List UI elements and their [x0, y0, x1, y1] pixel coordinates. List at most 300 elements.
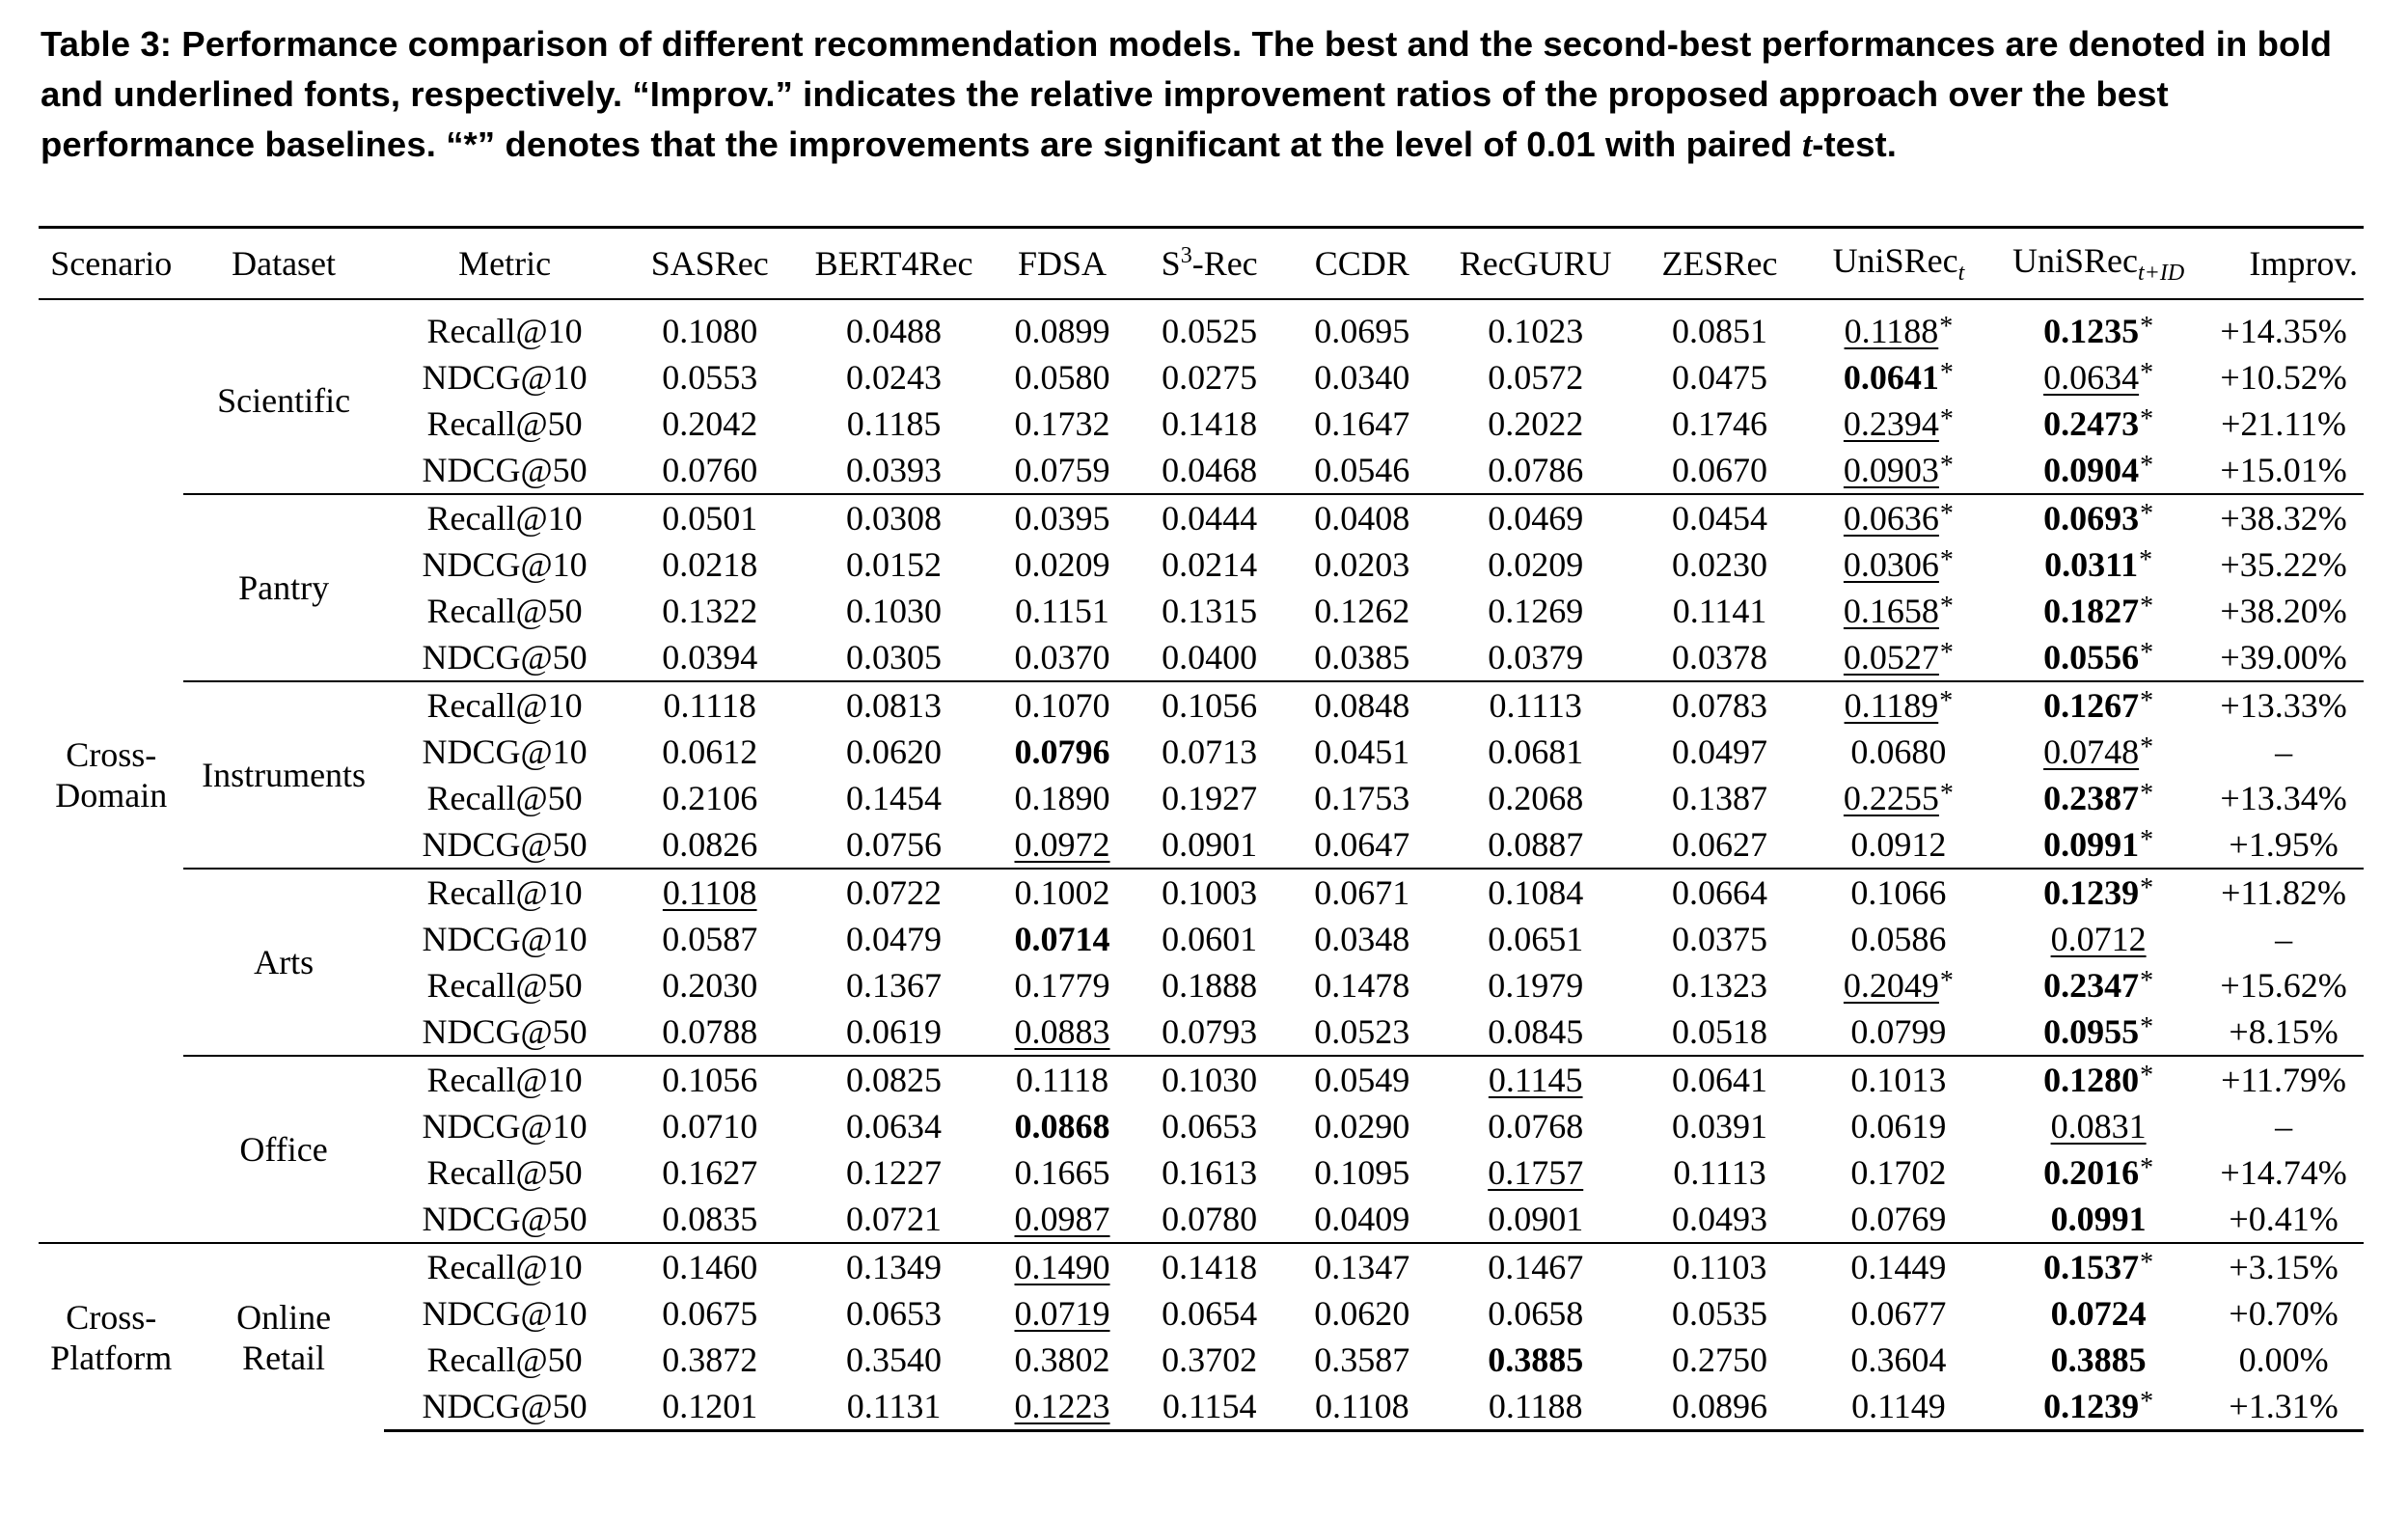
- metric-value: 0.0620: [846, 732, 943, 771]
- metric-value: 0.0488: [846, 312, 943, 350]
- value-cell: [994, 869, 1131, 916]
- value-cell: [1804, 1383, 1993, 1431]
- value-cell: [1131, 494, 1289, 541]
- value-cell: [1635, 1290, 1803, 1337]
- improv-value: +38.20%: [2220, 592, 2347, 630]
- value-cell: [994, 1337, 1131, 1383]
- metric-value: 0.0748: [2043, 732, 2140, 771]
- value-cell: [994, 1103, 1131, 1149]
- metric-value: 0.1827: [2043, 592, 2140, 630]
- value-cell: [1131, 447, 1289, 494]
- scenario-cell: [39, 1243, 183, 1431]
- metric-value: 0.2750: [1672, 1340, 1768, 1379]
- metric-value: 0.0523: [1314, 1012, 1410, 1051]
- metric-value: 0.0385: [1314, 638, 1410, 677]
- metric-value: 0.0451: [1314, 732, 1410, 771]
- metric-value: 0.0393: [846, 451, 943, 489]
- value-cell: [994, 775, 1131, 821]
- metric-value: 0.1757: [1488, 1153, 1584, 1192]
- dataset-label: Pantry: [238, 568, 330, 607]
- significance-star-icon: *: [2140, 638, 2154, 668]
- value-cell: [1635, 729, 1803, 775]
- metric-value: 0.0468: [1162, 451, 1258, 489]
- dataset-label: Office: [239, 1130, 328, 1169]
- value-cell: [1993, 1337, 2203, 1383]
- metric-value: 0.0454: [1672, 499, 1768, 538]
- improv-value: –: [2275, 732, 2293, 771]
- table-row: [39, 494, 2364, 541]
- improv-value: +15.01%: [2220, 451, 2347, 489]
- value-cell: [1288, 1008, 1436, 1056]
- value-cell: [625, 1383, 793, 1431]
- metric-value: 0.0677: [1850, 1294, 1947, 1333]
- table-row: [39, 588, 2364, 634]
- metric-value: 0.1151: [1015, 592, 1109, 630]
- metric-value: 0.1702: [1850, 1153, 1947, 1192]
- significance-star-icon: *: [2140, 404, 2154, 434]
- value-cell: [1993, 821, 2203, 869]
- value-cell: [1436, 869, 1635, 916]
- metric-value: 0.1066: [1850, 873, 1947, 912]
- value-cell: [994, 916, 1131, 962]
- value-cell: [1436, 1196, 1635, 1243]
- value-cell: [994, 494, 1131, 541]
- table-row: [39, 354, 2364, 400]
- metric-value: 0.1387: [1672, 779, 1768, 817]
- metric-value: 0.0647: [1314, 825, 1410, 864]
- metric-value: 0.0724: [2050, 1294, 2147, 1333]
- metric-value: 0.1890: [1014, 779, 1110, 817]
- value-cell: [794, 1383, 994, 1431]
- value-cell: [994, 1290, 1131, 1337]
- value-cell: [1635, 962, 1803, 1008]
- improv-cell: [2203, 1008, 2364, 1056]
- improv-cell: [2203, 1337, 2364, 1383]
- dataset-cell: [183, 308, 383, 494]
- value-cell: [794, 1103, 994, 1149]
- value-cell: [625, 1103, 793, 1149]
- metric-value: 0.2068: [1488, 779, 1584, 817]
- value-cell: [1993, 1008, 2203, 1056]
- value-cell: [1436, 681, 1635, 729]
- significance-star-icon: *: [1939, 545, 1954, 575]
- value-cell: [1131, 869, 1289, 916]
- metric-value: 0.0759: [1014, 451, 1110, 489]
- table-row: [39, 1243, 2364, 1290]
- metric-value: 0.0408: [1314, 499, 1410, 538]
- value-cell: [625, 1196, 793, 1243]
- metric-cell: NDCG@50: [384, 1383, 626, 1431]
- improv-value: +11.79%: [2221, 1061, 2347, 1099]
- metric-value: 0.0651: [1488, 920, 1584, 958]
- caption-italic-t: t: [1801, 124, 1813, 164]
- metric-cell: Recall@10: [384, 1243, 626, 1290]
- metric-value: 0.0641: [1672, 1061, 1768, 1099]
- value-cell: [1804, 1337, 1993, 1383]
- value-cell: [1993, 447, 2203, 494]
- dataset-cell: [183, 869, 383, 1056]
- metric-value: 0.0636: [1843, 499, 1939, 538]
- metric-value: 0.0972: [1014, 825, 1110, 864]
- improv-value: +10.52%: [2220, 358, 2347, 397]
- metric-value: 0.0788: [662, 1012, 758, 1051]
- metric-cell: NDCG@50: [422, 451, 588, 489]
- metric-value: 0.0780: [1162, 1200, 1258, 1238]
- metric-value: 0.3702: [1162, 1340, 1258, 1379]
- value-cell: [625, 634, 793, 681]
- value-cell: [1436, 729, 1635, 775]
- value-cell: [1436, 354, 1635, 400]
- value-cell: [994, 447, 1131, 494]
- value-cell: [794, 1149, 994, 1196]
- value-cell: [1131, 1196, 1289, 1243]
- metric-value: 0.1188: [1488, 1387, 1583, 1425]
- value-cell: [1804, 681, 1993, 729]
- metric-value: 0.2255: [1843, 779, 1939, 817]
- metric-value: 0.1023: [1488, 312, 1584, 350]
- improv-value: +0.41%: [2229, 1200, 2339, 1238]
- header-fdsa: FDSA: [1017, 244, 1108, 283]
- value-cell: [1288, 634, 1436, 681]
- significance-star-icon: *: [2140, 825, 2154, 855]
- metric-value: 0.0664: [1672, 873, 1768, 912]
- metric-value: 0.1141: [1672, 592, 1767, 630]
- metric-value: 0.1223: [1014, 1387, 1110, 1425]
- metric-value: 0.0799: [1850, 1012, 1947, 1051]
- value-cell: [1131, 916, 1289, 962]
- metric-value: 0.0214: [1162, 545, 1258, 584]
- value-cell: [625, 1337, 793, 1383]
- value-cell: [1288, 1103, 1436, 1149]
- significance-star-icon: *: [2140, 732, 2154, 762]
- value-cell: [1635, 634, 1803, 681]
- table-row: [39, 821, 2364, 869]
- metric-value: 0.1188: [1844, 312, 1939, 350]
- significance-star-icon: *: [2140, 451, 2154, 481]
- metric-value: 0.0848: [1314, 686, 1410, 725]
- metric-value: 0.0619: [1850, 1107, 1947, 1146]
- significance-star-icon: *: [1939, 404, 1954, 434]
- value-cell: [1804, 308, 1993, 354]
- significance-star-icon: *: [2140, 966, 2154, 996]
- value-cell: [1804, 400, 1993, 447]
- metric-cell: NDCG@50: [422, 1012, 588, 1051]
- value-cell: [1131, 821, 1289, 869]
- significance-star-icon: *: [1939, 451, 1954, 481]
- value-cell: [1804, 962, 1993, 1008]
- value-cell: [1635, 354, 1803, 400]
- metric-value: 0.1665: [1014, 1153, 1110, 1192]
- scenario-label: Cross-: [66, 1297, 157, 1337]
- metric-value: 0.1113: [1489, 686, 1582, 725]
- improv-value: –: [2275, 920, 2293, 958]
- metric-value: 0.0497: [1672, 732, 1768, 771]
- significance-star-icon: *: [1939, 312, 1954, 342]
- value-cell: [1131, 1103, 1289, 1149]
- metric-value: 0.0901: [1162, 825, 1258, 864]
- metric-value: 0.1746: [1672, 404, 1768, 443]
- metric-value: 0.1113: [1673, 1153, 1766, 1192]
- header-dataset: Dataset: [232, 244, 337, 283]
- significance-star-icon: *: [2140, 1153, 2154, 1183]
- metric-value: 0.0825: [846, 1061, 943, 1099]
- value-cell: [1993, 1243, 2203, 1290]
- value-cell: [1993, 729, 2203, 775]
- results-table: [39, 226, 2364, 1432]
- metric-value: 0.1269: [1488, 592, 1584, 630]
- table-row: [39, 1196, 2364, 1243]
- value-cell: [1635, 1337, 1803, 1383]
- improv-cell: [2203, 729, 2364, 775]
- value-cell: [1993, 1383, 2203, 1431]
- metric-value: 0.0680: [1850, 732, 1947, 771]
- value-cell: [1804, 1243, 1993, 1290]
- value-cell: [1131, 354, 1289, 400]
- metric-value: 0.0671: [1314, 873, 1410, 912]
- improv-value: +14.74%: [2220, 1153, 2347, 1192]
- metric-cell: Recall@50: [426, 966, 583, 1005]
- metric-value: 0.1449: [1850, 1248, 1947, 1286]
- value-cell: [1804, 821, 1993, 869]
- metric-cell: Recall@10: [384, 869, 626, 916]
- metric-value: 0.0693: [2043, 499, 2140, 538]
- value-cell: [1131, 1290, 1289, 1337]
- value-cell: [794, 354, 994, 400]
- header-row: [39, 228, 2364, 300]
- table-row: [39, 634, 2364, 681]
- value-cell: [1635, 1056, 1803, 1103]
- metric-value: 0.0714: [1014, 920, 1110, 958]
- value-cell: [1635, 541, 1803, 588]
- significance-star-icon: *: [2140, 686, 2154, 716]
- value-cell: [1993, 1103, 2203, 1149]
- metric-value: 0.1262: [1314, 592, 1410, 630]
- value-cell: [1436, 634, 1635, 681]
- value-cell: [1288, 541, 1436, 588]
- metric-cell: NDCG@10: [422, 920, 588, 958]
- value-cell: [1131, 541, 1289, 588]
- improv-cell: [2203, 869, 2364, 916]
- value-cell: [1436, 1056, 1635, 1103]
- metric-value: 0.0546: [1314, 451, 1410, 489]
- metric-value: 0.1537: [2043, 1248, 2140, 1286]
- value-cell: [994, 1056, 1131, 1103]
- value-cell: [994, 634, 1131, 681]
- value-cell: [1436, 1383, 1635, 1431]
- value-cell: [1993, 588, 2203, 634]
- metric-value: 0.0394: [662, 638, 758, 677]
- metric-value: 0.0379: [1488, 638, 1584, 677]
- value-cell: [1436, 494, 1635, 541]
- value-cell: [1993, 962, 2203, 1008]
- value-cell: [1993, 869, 2203, 916]
- metric-value: 0.1888: [1162, 966, 1258, 1005]
- value-cell: [1993, 1290, 2203, 1337]
- value-cell: [625, 729, 793, 775]
- metric-value: 0.1732: [1014, 404, 1110, 443]
- metric-value: 0.1201: [662, 1387, 758, 1425]
- metric-value: 0.0501: [662, 499, 758, 538]
- value-cell: [625, 1290, 793, 1337]
- significance-star-icon: *: [2140, 312, 2154, 342]
- header-scenario: Scenario: [50, 244, 173, 283]
- metric-value: 0.1030: [1162, 1061, 1258, 1099]
- value-cell: [1436, 447, 1635, 494]
- table-row: [39, 681, 2364, 729]
- scenario-label: Platform: [50, 1338, 173, 1377]
- value-cell: [994, 681, 1131, 729]
- improv-value: +13.34%: [2220, 779, 2347, 817]
- metric-value: 0.0553: [662, 358, 758, 397]
- metric-value: 0.0290: [1314, 1107, 1410, 1146]
- metric-value: 0.0675: [662, 1294, 758, 1333]
- metric-value: 0.2394: [1843, 404, 1939, 443]
- value-cell: [1993, 308, 2203, 354]
- value-cell: [625, 869, 793, 916]
- value-cell: [1635, 681, 1803, 729]
- metric-value: 0.1118: [1015, 1061, 1109, 1099]
- value-cell: [1131, 1149, 1289, 1196]
- value-cell: [994, 541, 1131, 588]
- metric-value: 0.0721: [846, 1200, 943, 1238]
- metric-cell: NDCG@50: [422, 638, 588, 677]
- metric-value: 0.3604: [1850, 1340, 1947, 1379]
- metric-value: 0.1239: [2043, 1387, 2140, 1425]
- metric-value: 0.1315: [1162, 592, 1258, 630]
- value-cell: [625, 962, 793, 1008]
- metric-value: 0.0527: [1843, 638, 1939, 677]
- value-cell: [994, 588, 1131, 634]
- metric-value: 0.0395: [1014, 499, 1110, 538]
- improv-cell: [2203, 308, 2364, 354]
- value-cell: [1635, 1243, 1803, 1290]
- value-cell: [1131, 1056, 1289, 1103]
- improv-value: +8.15%: [2229, 1012, 2339, 1051]
- metric-value: 0.0203: [1314, 545, 1410, 584]
- metric-value: 0.3885: [2050, 1340, 2147, 1379]
- metric-value: 0.0786: [1488, 451, 1584, 489]
- value-cell: [1804, 354, 1993, 400]
- value-cell: [994, 400, 1131, 447]
- value-cell: [1288, 1290, 1436, 1337]
- value-cell: [994, 308, 1131, 354]
- value-cell: [1288, 1056, 1436, 1103]
- header-unisrec-tid: UniSRec$_{t+ID}$: [2012, 240, 2185, 287]
- table-row: [39, 1008, 2364, 1056]
- value-cell: [1131, 588, 1289, 634]
- metric-value: 0.1460: [662, 1248, 758, 1286]
- value-cell: [1131, 1243, 1289, 1290]
- metric-value: 0.1467: [1488, 1248, 1584, 1286]
- metric-value: 0.1095: [1314, 1153, 1410, 1192]
- value-cell: [1436, 1008, 1635, 1056]
- metric-value: 0.0901: [1488, 1200, 1584, 1238]
- value-cell: [994, 1149, 1131, 1196]
- metric-value: 0.1056: [662, 1061, 758, 1099]
- metric-value: 0.1080: [662, 312, 758, 350]
- metric-value: 0.0681: [1488, 732, 1584, 771]
- metric-value: 0.3802: [1014, 1340, 1110, 1379]
- metric-value: 0.0556: [2043, 638, 2140, 677]
- value-cell: [994, 821, 1131, 869]
- metric-value: 0.2049: [1843, 966, 1939, 1005]
- improv-cell: [2203, 494, 2364, 541]
- metric-value: 0.0760: [662, 451, 758, 489]
- value-cell: [994, 1196, 1131, 1243]
- value-cell: [794, 869, 994, 916]
- header-metric: Metric: [458, 244, 552, 283]
- metric-value: 0.0653: [846, 1294, 943, 1333]
- value-cell: [794, 1008, 994, 1056]
- metric-value: 0.0845: [1488, 1012, 1584, 1051]
- metric-value: 0.1108: [662, 873, 757, 912]
- value-cell: [1131, 400, 1289, 447]
- value-cell: [1288, 588, 1436, 634]
- metric-value: 0.0479: [846, 920, 943, 958]
- value-cell: [1804, 775, 1993, 821]
- dataset-label: Arts: [254, 943, 315, 981]
- metric-value: 0.0586: [1850, 920, 1947, 958]
- value-cell: [1436, 1337, 1635, 1383]
- metric-value: 0.0769: [1850, 1200, 1947, 1238]
- metric-value: 0.1239: [2043, 873, 2140, 912]
- metric-value: 0.0813: [846, 686, 943, 725]
- metric-value: 0.0634: [846, 1107, 943, 1146]
- metric-value: 0.0306: [1843, 545, 1939, 584]
- value-cell: [1131, 634, 1289, 681]
- table-row: [39, 541, 2364, 588]
- metric-value: 0.1927: [1162, 779, 1258, 817]
- table-body: [39, 299, 2364, 1431]
- metric-value: 0.0391: [1672, 1107, 1768, 1146]
- significance-star-icon: *: [2140, 1248, 2154, 1278]
- value-cell: [625, 775, 793, 821]
- metric-value: 0.0469: [1488, 499, 1584, 538]
- value-cell: [1436, 1103, 1635, 1149]
- metric-cell: NDCG@10: [422, 358, 588, 397]
- metric-value: 0.0152: [846, 545, 943, 584]
- value-cell: [1288, 962, 1436, 1008]
- metric-value: 0.0209: [1488, 545, 1584, 584]
- value-cell: [1436, 1243, 1635, 1290]
- improv-cell: [2203, 1243, 2364, 1290]
- metric-value: 0.1154: [1162, 1387, 1257, 1425]
- value-cell: [1131, 962, 1289, 1008]
- metric-value: 0.0756: [846, 825, 943, 864]
- dataset-cell: [183, 494, 383, 681]
- metric-value: 0.0722: [846, 873, 943, 912]
- improv-value: +38.32%: [2220, 499, 2347, 538]
- value-cell: [1804, 1056, 1993, 1103]
- value-cell: [1804, 1103, 1993, 1149]
- metric-cell: Recall@50: [426, 592, 583, 630]
- metric-value: 0.0658: [1488, 1294, 1584, 1333]
- metric-cell: NDCG@10: [422, 545, 588, 584]
- metric-value: 0.0572: [1488, 358, 1584, 397]
- value-cell: [794, 681, 994, 729]
- dataset-label: Scientific: [217, 381, 351, 420]
- metric-value: 0.1418: [1162, 1248, 1258, 1286]
- metric-value: 0.0518: [1672, 1012, 1768, 1051]
- metric-value: 0.0987: [1014, 1200, 1110, 1238]
- value-cell: [994, 729, 1131, 775]
- value-cell: [1635, 775, 1803, 821]
- value-cell: [1436, 588, 1635, 634]
- metric-value: 0.2387: [2043, 779, 2140, 817]
- value-cell: [1993, 541, 2203, 588]
- metric-value: 0.1347: [1314, 1248, 1410, 1286]
- metric-value: 0.0793: [1162, 1012, 1258, 1051]
